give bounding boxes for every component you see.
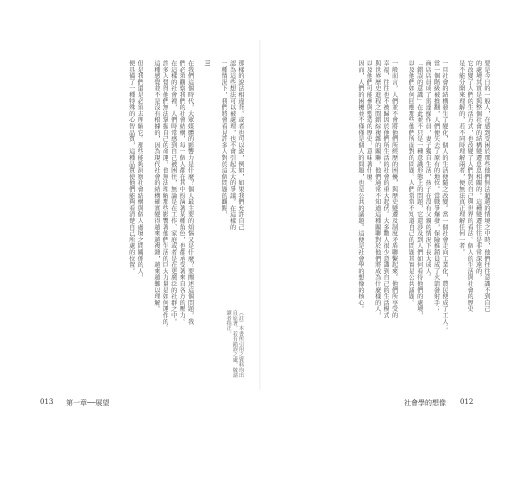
text-column: 以及他們如何回應那些他們所面對的問題。人們常常不知道自己的問題其實是公共議題。 [407, 60, 415, 306]
text-column: 在我們這個時代，大眾媒體的影響力是什麼？個人最主要的煩惱又是什麼？要闡述這個問題，我 [186, 60, 194, 325]
text-column: 一旦社會的結構發生了變化，個人的生活便隨之改變。當一個社會走向工業化，農民便成了工人； [440, 60, 448, 331]
text-column: 三 [203, 60, 211, 67]
text-column [449, 60, 456, 380]
right-page-number: 012 [460, 398, 474, 406]
text-column: 許多人覺得他們無法掌握自己的命運，也無法理解那些影響著他們生活的巨大力量是如何運作的。 [161, 60, 169, 331]
text-column: 因而，人們的困擾並不僅僅是個人的問題，也是公共的議題。這便是社會學的想像的核心。 [356, 60, 364, 312]
text-column: 當一個階級被推翻，人們便失去了原有的地位。當戰爭爆發，保險推銷員成了火箭發射手； [432, 60, 440, 312]
right-running-title: 社會學的想像 [404, 399, 446, 407]
book-gutter [259, 40, 261, 390]
text-column: 它改變了人們的生活方式，也改變了人們對於自己與世界的看法。個人的生活與社會的歷史 [466, 60, 474, 312]
left-page [30, 60, 244, 380]
text-column [195, 60, 202, 380]
right-page-text [357, 60, 490, 380]
text-column: 一種情況下，我們將會看見許多人對於這個問題的觀點， [220, 60, 228, 218]
text-column: 幸福，往往也不被歸因於他們所生活的社會的重大起伏。大多數人很少意識到自己的生活模式 [382, 60, 390, 319]
text-column: 與世界歷史進程之間錯綜複雜的關聯，他們通常不知道這種關聯對於他們將成為什麼樣的人， [373, 60, 381, 319]
text-column: 一般而言，人們並不會將他們所經歷的困擾，與歷史變遷及制度矛盾聯繫起來。他們所享受的 [390, 60, 398, 319]
text-column [144, 60, 151, 380]
left-running-title: 第一章──展望 [66, 399, 110, 407]
text-column: 在這樣的社會裡，人們時常感到自己被困住，無論是在工作、家庭或者是在更廣泛的社群之中。 [169, 60, 177, 325]
footnote: （註）本書所引用之資料均出自原著，若有錯誤之處，敬請讀者指正。 [225, 310, 244, 378]
text-column: 那樣的說法相違背。或者也可以說，例如，如果我們允許自己 [237, 60, 244, 231]
text-column: 是不能分開來理解的，若不同時理解兩者，便無法真正理解任何一者。 [457, 60, 465, 256]
text-column: 認為這些想法可以被處理，也不會引起太大的爭議。在這樣的 [228, 60, 236, 231]
text-column [211, 60, 218, 380]
text-column: 便具備了一種特殊的心智品質，這種品質使他們能夠看清楚自己所處的位置。 [127, 60, 135, 275]
text-column: 商店店員成了雷達操作員，妻子獨自生活，孩子在沒有父親的情況下長大成人。 [424, 60, 432, 281]
text-column: 的處境其實是與整個社會的結構變遷息息相關的。這種變遷往往是非常深遠的， [474, 60, 482, 281]
text-column: 以及他們可能參與塑造的歷史，意味著什麼。 [365, 60, 373, 186]
left-page-number: 013 [40, 398, 54, 406]
text-column: 但是我們還是必須去理解它。那些能夠洞察社會結構與個人處境之間關係的人， [136, 60, 144, 281]
text-column [399, 60, 406, 380]
right-page [276, 60, 490, 380]
text-column: 要是今日的一般人，在感到受困於那些他們無法超越的情境之中時，他們往往意識不到自己 [483, 60, 490, 312]
text-column: 「錯誤的意識」在此並不只是一種意識形態上的問題，它還涉及到人們如何看待他們的處境， [415, 60, 423, 319]
text-column: 這種感覺並不是沒有根據的，因為現代社會的結構確實變得越來越複雜，越來越難以理解。 [152, 60, 160, 312]
text-column: 們必須觀察我們的社會結構，每一個人都在其中扮演著某種角色，也都承受著來自各方的壓力。 [178, 60, 186, 325]
